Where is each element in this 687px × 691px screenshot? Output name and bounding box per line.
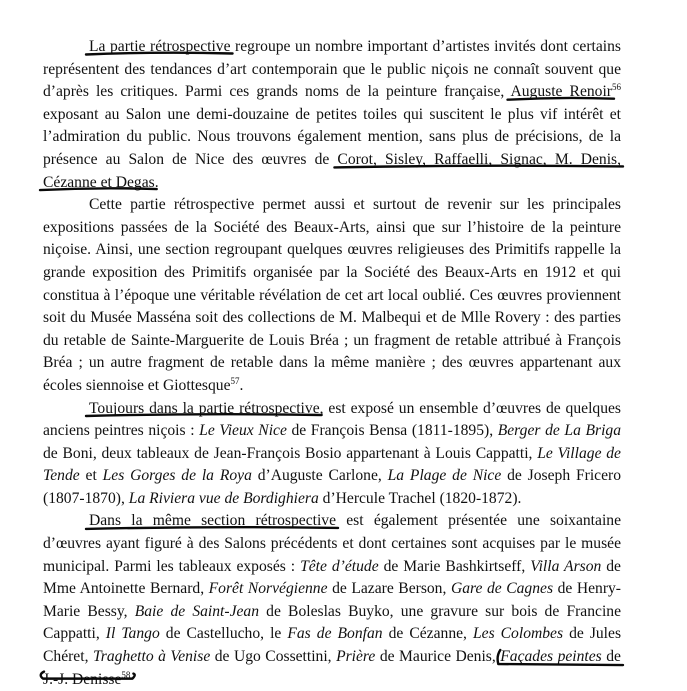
text-run: de J.-J. Denisse — [43, 648, 621, 688]
text-run: de Lazare Berson, — [327, 580, 451, 598]
artwork-title: Tête d’étude — [300, 557, 379, 575]
paragraph-2 — [43, 194, 621, 397]
text-run: exposant au Salon une demi-douzaine de petites toiles qui suscitent le plus vif intérêt et l’admiration du public. Nous trouvons également mention, sans plus de précisions, de la présence au Salon de Nice des œuvres de — [43, 105, 621, 168]
text-run: Cette partie rétrospective permet aussi et surtout de revenir sur les principales expositions passées de la Société des Beaux-Arts, ainsi que sur l’histoire de la peinture niçoise. Ainsi, une section regroupant quelques œuvres religieuses des Primitifs rappelle la grande exposition des Primitifs organisée par la Société des Beaux-Arts en 1912 et qui constitua à l’époque une véritable révélation de cet art local oublié. Ces œuvres proviennent soit du Musée Masséna soit des collections de M. Malbequi et de Mlle Rovery : des parties du retable de Sainte-Marguerite de Louis Bréa ; un fragment de retable attribué à François Bréa ; un autre fragment de retable dans la même manière ; des œuvres appartenant aux écoles siennoise et Giottesque — [43, 196, 621, 394]
text-run: d’Auguste Carlone, — [251, 467, 388, 485]
text-run: . — [239, 376, 244, 394]
underlined-phrase: Toujours dans la partie rétrospective — [89, 399, 320, 417]
text-run: de Boni, deux tableaux de Jean-François Bosio appartenant à Louis Cappatti, — [43, 444, 538, 462]
text-run: et — [79, 467, 103, 485]
artwork-title: Villa Arson — [530, 557, 602, 575]
artwork-title: Prière — [336, 648, 376, 666]
text-run: regroupe un nombre important d’artistes invités dont certains représentent des tendances d’art contemporain que le public niçois ne connaît souvent que d’après les critiques. Parmi ces grands noms de la peinture française, — [43, 38, 621, 101]
artwork-title: La Plage de Nice — [387, 467, 502, 485]
underlined-phrase: Corot, Sisley, Raffaelli, Signac, M. Denis, Cézanne et Degas — [43, 150, 621, 191]
text-run: de Maurice Denis, — [375, 648, 501, 666]
text-run: d’Hercule Trachel (1820-1872). — [318, 489, 522, 507]
document-body — [43, 36, 621, 691]
paragraph-3 — [43, 398, 621, 511]
artwork-title: Le Vieux Nice — [199, 422, 287, 440]
text-run: de Castellucho, le — [159, 625, 288, 643]
text-run: de Mme Antoinette Bernard, — [43, 557, 621, 598]
artwork-title: Traghetto à Venise — [92, 648, 211, 666]
artwork-title: Berger de La Briga — [497, 422, 621, 440]
text-run: de Boleslas Buyko, une gravure sur bois de Francine Cappatti, — [43, 602, 621, 643]
text-run: de Ugo Cossettini, — [210, 648, 337, 666]
artwork-title: Le Village de Tende — [43, 444, 621, 485]
text-run: est également présentée une soixantaine d’œuvres ayant figuré à des Salons précédents et dont certaines sont acquises par le musée municipal. Parmi les tableaux exposés : — [43, 512, 621, 575]
underlined-phrase: La partie rétrospective — [89, 38, 231, 55]
text-run: de Jules Chéret, — [43, 625, 622, 666]
text-run: de Joseph Fricero (1807-1870), — [43, 467, 621, 507]
artwork-title: Il Tango — [105, 625, 160, 643]
text-run: de Cézanne, — [382, 625, 473, 643]
paragraph-4 — [43, 510, 621, 691]
footnote-ref: 56 — [612, 82, 621, 93]
text-run: . — [154, 173, 159, 191]
artwork-title: Les Gorges de la Roya — [102, 467, 252, 485]
footnote-ref: 57 — [230, 375, 240, 386]
underlined-phrase: Auguste Renoir — [510, 83, 612, 101]
artwork-title: Fas de Bonfan — [287, 625, 383, 643]
paragraph-1 — [43, 36, 621, 194]
text-run: de François Bensa (1811-1895), — [286, 422, 498, 440]
text-run: de Marie Bashkirtseff, — [378, 557, 531, 575]
underlined-phrase: Dans la même section rétrospective — [89, 512, 337, 530]
footnote-ref: 58 — [121, 669, 131, 680]
text-run: de Henry-Marie Bessy, — [43, 580, 621, 620]
text-run: , est exposé un ensemble d’œuvres de quelques anciens peintres niçois : — [43, 399, 621, 440]
artwork-title: Façades peintes — [500, 648, 602, 666]
artwork-title: Forêt Norvégienne — [208, 580, 328, 598]
artwork-title: Baie de Saint-Jean — [134, 602, 260, 620]
artwork-title: Gare de Cagnes — [450, 580, 554, 598]
artwork-title: Les Colombes — [472, 625, 564, 643]
artwork-title: La Riviera vue de Bordighiera — [128, 489, 319, 507]
